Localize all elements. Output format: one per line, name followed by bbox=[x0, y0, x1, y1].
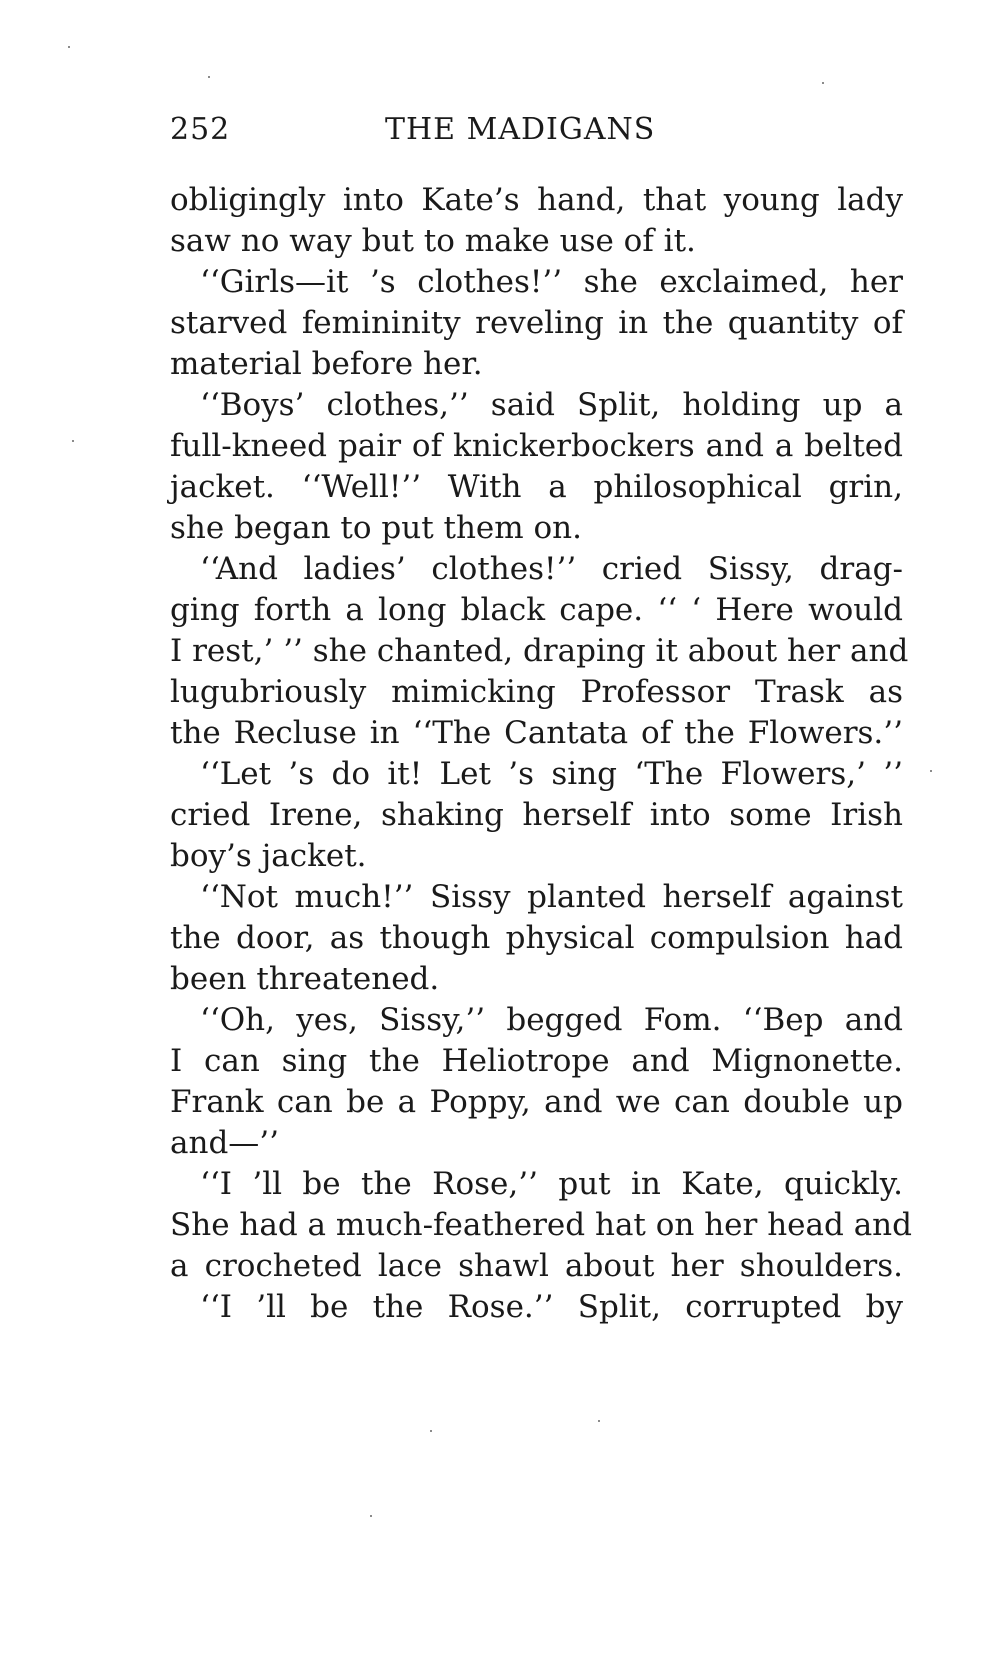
text-line: been threatened. bbox=[170, 961, 440, 997]
text-line: boy’s jacket. bbox=[170, 838, 367, 874]
text-line: I rest,’ ’’ she chanted, draping it about her and bbox=[170, 633, 909, 669]
page-header bbox=[170, 112, 903, 152]
text-line: ging forth a long black cape. ‘‘ ‘ Here would bbox=[170, 592, 903, 628]
text-line: ‘‘And ladies’ clothes!’’ cried Sissy, drag- bbox=[200, 551, 903, 587]
text-line: ‘‘I ’ll be the Rose,’’ put in Kate, quickly. bbox=[200, 1166, 903, 1202]
scan-speck bbox=[822, 82, 824, 84]
scan-speck bbox=[598, 1420, 600, 1422]
text-line: lugubriously mimicking Professor Trask as bbox=[170, 674, 903, 710]
text-line: the Recluse in ‘‘The Cantata of the Flowers.’’ bbox=[170, 715, 903, 751]
scan-speck bbox=[68, 46, 70, 48]
scan-speck bbox=[930, 770, 932, 772]
text-line: starved femininity reveling in the quantity of bbox=[170, 305, 903, 341]
text-line: and—’’ bbox=[170, 1125, 279, 1161]
text-line: a crocheted lace shawl about her shoulders. bbox=[170, 1248, 903, 1284]
scan-speck bbox=[72, 440, 74, 442]
scan-speck bbox=[370, 1515, 372, 1517]
text-line: ‘‘I ’ll be the Rose.’’ Split, corrupted by bbox=[200, 1289, 903, 1325]
scan-speck bbox=[208, 76, 210, 78]
text-line: saw no way but to make use of it. bbox=[170, 223, 696, 259]
text-line: Frank can be a Poppy, and we can double up bbox=[170, 1084, 903, 1120]
text-line: jacket. ‘‘Well!’’ With a philosophical grin, bbox=[170, 469, 903, 505]
text-line: ‘‘Oh, yes, Sissy,’’ begged Fom. ‘‘Bep and bbox=[200, 1002, 903, 1038]
text-line: ‘‘Not much!’’ Sissy planted herself against bbox=[200, 879, 903, 915]
text-line: I can sing the Heliotrope and Mignonette. bbox=[170, 1043, 903, 1079]
text-line: full-kneed pair of knickerbockers and a belted bbox=[170, 428, 903, 464]
text-line: she began to put them on. bbox=[170, 510, 583, 546]
text-line: ‘‘Let ’s do it! Let ’s sing ‘The Flowers,’ ’’ bbox=[200, 756, 903, 792]
text-line: She had a much-feathered hat on her head and bbox=[170, 1207, 912, 1243]
text-line: cried Irene, shaking herself into some Irish bbox=[170, 797, 903, 833]
text-line: obligingly into Kate’s hand, that young lady bbox=[170, 182, 903, 218]
running-title: THE MADIGANS bbox=[385, 112, 656, 147]
text-line: the door, as though physical compulsion had bbox=[170, 920, 903, 956]
text-line: material before her. bbox=[170, 346, 483, 382]
text-line: ‘‘Boys’ clothes,’’ said Split, holding up a bbox=[200, 387, 903, 423]
page-number: 252 bbox=[170, 112, 231, 147]
text-line: ‘‘Girls—it ’s clothes!’’ she exclaimed, her bbox=[200, 264, 903, 300]
scan-speck bbox=[430, 1430, 432, 1432]
